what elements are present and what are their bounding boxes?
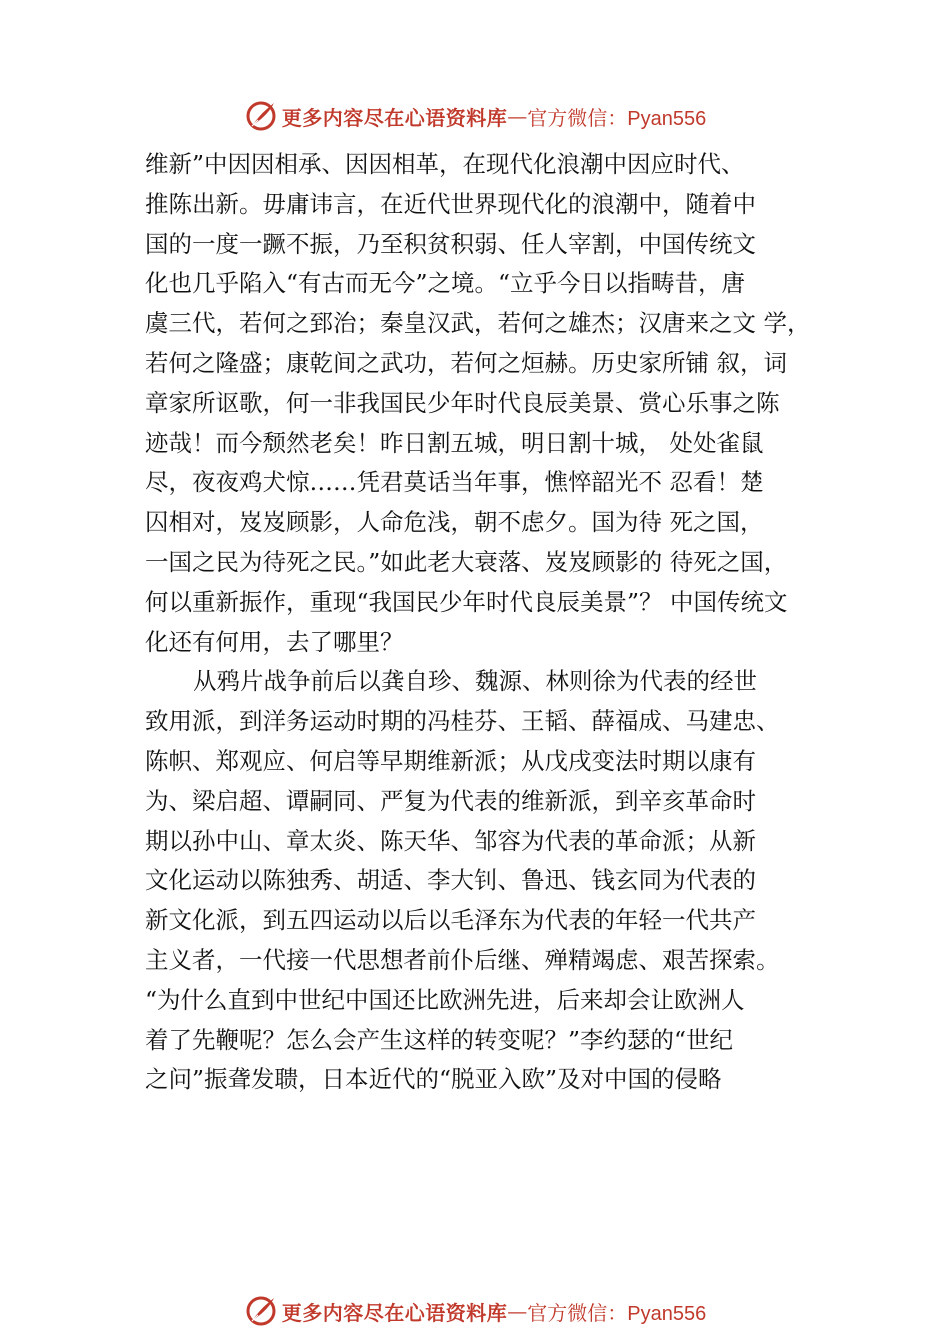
text-line: 之问”振聋发聩，日本近代的“脱亚入欧”及对中国的侵略 [145, 1065, 722, 1094]
footer-banner [0, 1291, 950, 1331]
text-line: 维新”中因因相承、因因相革，在现代化浪潮中因应时代、 [145, 150, 745, 178]
text-line: 着了先鞭呢？怎么会产生这样的转变呢？”李约瑟的“世纪 [145, 1025, 734, 1054]
banner-separator: — [507, 104, 528, 128]
banner-brand-text: 更多内容尽在心语资料库 [281, 1300, 508, 1325]
text-line: 尽，夜夜鸡犬惊……凭君莫话当年事，憔悴韶光不 忍看！楚 [145, 468, 764, 497]
text-line: 迹哉！而今颓然老矣！昨日割五城，明日割十城， 处处雀鼠 [145, 428, 764, 457]
document-body [145, 145, 845, 1100]
quill-logo-icon [244, 1294, 278, 1328]
text-line: 何以重新振作，重现“我国民少年时代良辰美景”？ 中国传统文 [145, 587, 788, 616]
text-line: 陈帜、郑观应、何启等早期维新派；从戊戌变法时期以康有 [145, 746, 756, 775]
text-line: 若何之隆盛；康乾间之武功，若何之烜赫。历史家所铺 叙，词 [145, 348, 787, 377]
text-line: “为什么直到中世纪中国还比欧洲先进，后来却会让欧洲人 [145, 985, 745, 1014]
banner-separator: — [507, 1299, 528, 1323]
text-line: 虞三代，若何之郅治；秦皇汉武，若何之雄杰；汉唐来之文 学， [145, 309, 811, 338]
banner-contact-text: 官方微信：Pyan556 [527, 107, 707, 130]
text-line: 文化运动以陈独秀、胡适、李大钊、鲁迅、钱玄同为代表的 [145, 866, 756, 895]
text-line: 新文化派，到五四运动以后以毛泽东为代表的年轻一代共产 [145, 906, 756, 935]
text-line: 化还有何用，去了哪里？ [145, 627, 404, 656]
paragraph-start-line: 从鸦片战争前后以龚自珍、魏源、林则徐为代表的经世 [193, 667, 757, 696]
header-banner [0, 96, 950, 136]
text-line: 一国之民为待死之民。”如此老大衰落、岌岌顾影的 待死之国， [145, 547, 788, 576]
text-line: 为、梁启超、谭嗣同、严复为代表的维新派，到辛亥革命时 [145, 786, 756, 815]
banner-brand-text: 更多内容尽在心语资料库 [281, 105, 508, 130]
text-line: 期以孙中山、章太炎、陈天华、邹容为代表的革命派；从新 [145, 826, 756, 855]
text-line: 主义者，一代接一代思想者前仆后继、殚精竭虑、艰苦探索。 [145, 945, 780, 974]
text-line: 国的一度一蹶不振，乃至积贫积弱、任人宰割，中国传统文 [145, 229, 756, 258]
text-line: 致用派，到洋务运动时期的冯桂芬、王韬、薛福成、马建忠、 [145, 707, 780, 736]
text-line: 章家所讴歌，何一非我国民少年时代良辰美景、赏心乐事之陈 [145, 388, 780, 417]
banner-contact-text: 官方微信：Pyan556 [527, 1302, 707, 1325]
text-line: 化也几乎陷入“有古而无今”之境。“立乎今日以指畴昔，唐 [145, 269, 746, 298]
text-line: 囚相对，岌岌顾影，人命危浅，朝不虑夕。国为待 死之国， [145, 508, 764, 537]
quill-logo-icon [244, 99, 278, 133]
text-line: 推陈出新。毋庸讳言，在近代世界现代化的浪潮中，随着中 [145, 189, 756, 218]
